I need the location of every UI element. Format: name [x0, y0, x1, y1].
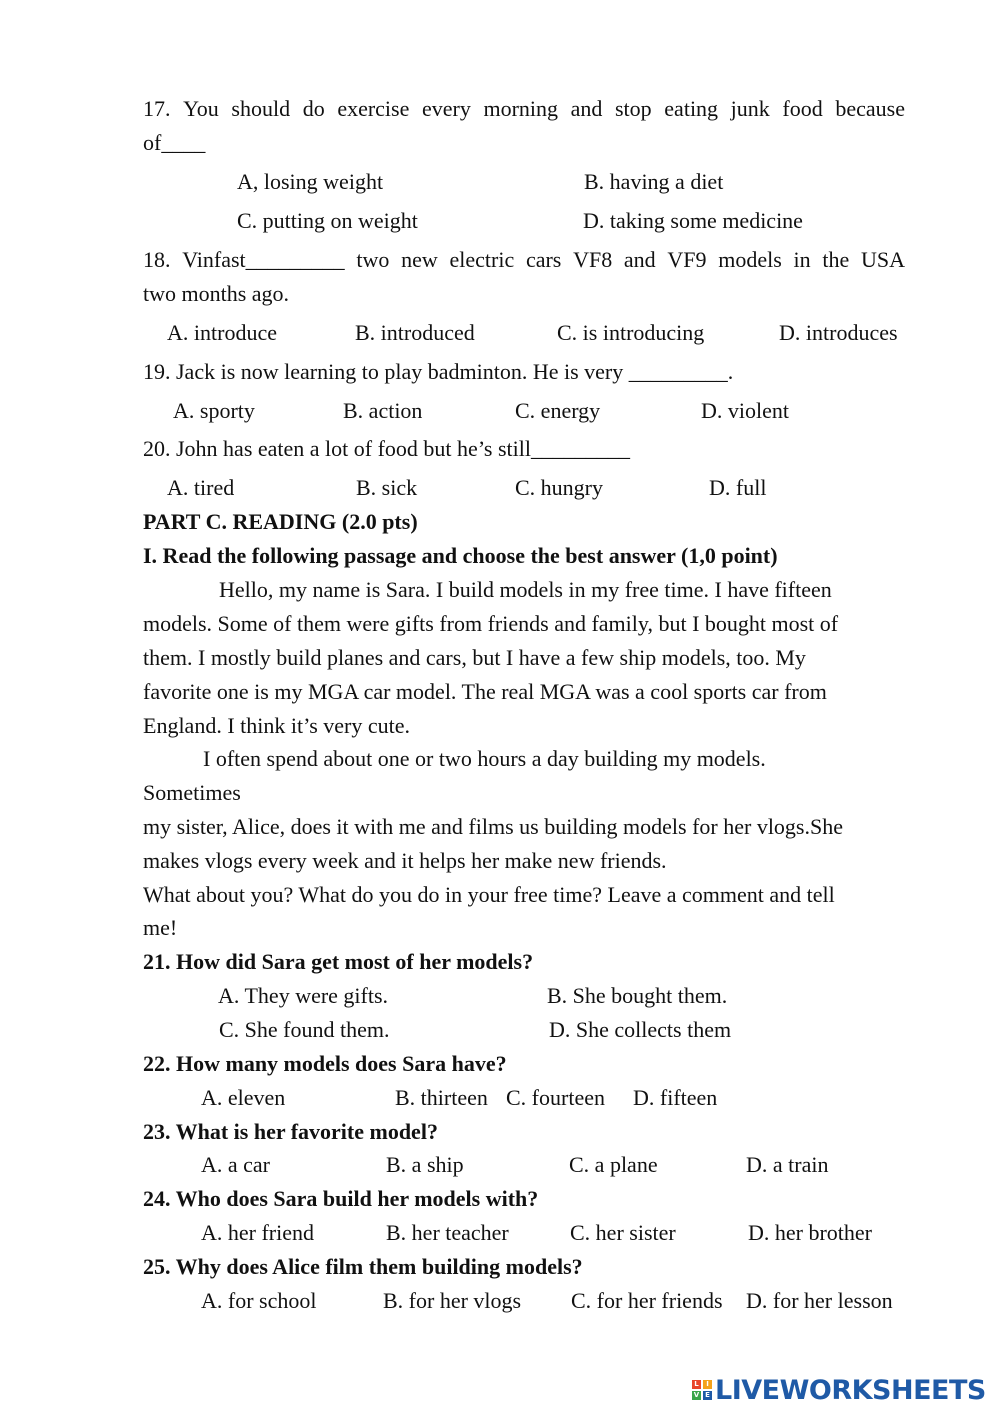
word: two — [356, 247, 390, 272]
section-1-heading: I. Read the following passage and choose the best answer (1,0 point) — [143, 543, 778, 568]
q20-stem: 20. John has eaten a lot of food but he’s still_________ — [143, 436, 630, 461]
word: eating — [664, 96, 719, 121]
q23-option-d: D. a train — [746, 1152, 829, 1177]
passage-line: Sometimes — [143, 780, 241, 805]
q24-option-a: A. her friend — [201, 1220, 315, 1245]
q17-option-c: C. putting on weight — [237, 208, 418, 233]
word: VF8 — [573, 247, 613, 272]
word: VF9 — [667, 247, 707, 272]
q18-stem-line1 — [143, 247, 905, 273]
word: models — [718, 247, 782, 272]
word: Vinfast_________ — [182, 247, 345, 272]
q21-stem: 21. How did Sara get most of her models? — [143, 949, 534, 974]
q19-option-d: D. violent — [701, 398, 789, 423]
q17-option-b: B. having a diet — [584, 169, 724, 194]
q20-option-d: D. full — [709, 475, 767, 500]
word: and — [570, 96, 603, 121]
passage-line: makes vlogs every week and it helps her make new friends. — [143, 848, 667, 873]
q21-option-b: B. She bought them. — [547, 983, 728, 1008]
q24-option-b: B. her teacher — [386, 1220, 509, 1245]
q20-option-b: B. sick — [356, 475, 418, 500]
q19-option-a: A. sporty — [173, 398, 255, 423]
word: You — [183, 96, 219, 121]
word: USA — [860, 247, 905, 272]
q23-option-c: C. a plane — [569, 1152, 658, 1177]
part-c-heading: PART C. READING (2.0 pts) — [143, 509, 418, 534]
q24-option-c: C. her sister — [570, 1220, 676, 1245]
word: cars — [525, 247, 562, 272]
word: because — [835, 96, 905, 121]
passage-line: favorite one is my MGA car model. The real MGA was a cool sports car from — [143, 679, 827, 704]
q18-option-a: A. introduce — [167, 320, 277, 345]
q22-stem: 22. How many models does Sara have? — [143, 1051, 507, 1076]
q22-option-b: B. thirteen — [395, 1085, 488, 1110]
word: in — [793, 247, 811, 272]
passage-line: models. Some of them were gifts from friends and family, but I bought most of — [143, 611, 839, 636]
q18-option-d: D. introduces — [779, 320, 898, 345]
q21-option-d: D. She collects them — [549, 1017, 732, 1042]
q18-option-c: C. is introducing — [557, 320, 705, 345]
liveworksheets-logo — [692, 1372, 986, 1408]
passage-line: I often spend about one or two hours a day building my models. — [203, 746, 766, 771]
q22-option-a: A. eleven — [201, 1085, 286, 1110]
logo-tile: L — [692, 1380, 701, 1389]
q17-stem-line2: of____ — [143, 130, 206, 155]
q19-option-c: C. energy — [515, 398, 601, 423]
word: electric — [449, 247, 515, 272]
q17-option-a: A, losing weight — [237, 169, 384, 194]
logo-tile: E — [703, 1391, 712, 1400]
q23-stem: 23. What is her favorite model? — [143, 1119, 438, 1144]
q25-option-a: A. for school — [201, 1288, 317, 1313]
word: every — [421, 96, 471, 121]
q25-option-b: B. for her vlogs — [383, 1288, 522, 1313]
q22-option-c: C. fourteen — [506, 1085, 605, 1110]
word: 17. — [143, 96, 171, 121]
q21-option-a: A. They were gifts. — [218, 983, 389, 1008]
q23-option-b: B. a ship — [386, 1152, 464, 1177]
word: should — [231, 96, 291, 121]
logo-text: LIVEWORKSHEETS — [715, 1374, 986, 1406]
word: the — [822, 247, 850, 272]
q20-option-c: C. hungry — [515, 475, 603, 500]
word: junk — [730, 96, 770, 121]
q18-option-b: B. introduced — [355, 320, 475, 345]
q21-option-c: C. She found them. — [219, 1017, 390, 1042]
logo-tile: V — [693, 1391, 700, 1399]
logo-mark-icon — [692, 1380, 712, 1400]
word: food — [782, 96, 823, 121]
q18-stem-line2: two months ago. — [143, 281, 290, 306]
q19-stem: 19. Jack is now learning to play badminton. He is very _________. — [143, 359, 734, 384]
passage-line: them. I mostly build planes and cars, but I have a few ship models, too. My — [143, 645, 806, 670]
word: new — [401, 247, 438, 272]
passage-line: Hello, my name is Sara. I build models in my free time. I have fifteen — [219, 577, 832, 602]
logo-tile: I — [703, 1380, 712, 1389]
passage-line: my sister, Alice, does it with me and films us building models for her vlogs.She — [143, 814, 843, 839]
word: morning — [483, 96, 559, 121]
q24-stem: 24. Who does Sara build her models with? — [143, 1186, 539, 1211]
passage-line: What about you? What do you do in your free time? Leave a comment and tell — [143, 882, 835, 907]
word: stop — [615, 96, 652, 121]
q17-stem-line1 — [143, 96, 905, 122]
q22-option-d: D. fifteen — [633, 1085, 718, 1110]
passage-line: England. I think it’s very cute. — [143, 713, 410, 738]
q17-option-d: D. taking some medicine — [583, 208, 803, 233]
word: do — [302, 96, 325, 121]
q25-stem: 25. Why does Alice film them building models? — [143, 1254, 583, 1279]
word: exercise — [337, 96, 410, 121]
word: 18. — [143, 247, 171, 272]
passage-line: me! — [143, 915, 178, 940]
q23-option-a: A. a car — [201, 1152, 271, 1177]
q25-option-d: D. for her lesson — [746, 1288, 893, 1313]
q25-option-c: C. for her friends — [571, 1288, 723, 1313]
q24-option-d: D. her brother — [748, 1220, 873, 1245]
word: and — [623, 247, 656, 272]
q19-option-b: B. action — [343, 398, 423, 423]
q20-option-a: A. tired — [167, 475, 235, 500]
